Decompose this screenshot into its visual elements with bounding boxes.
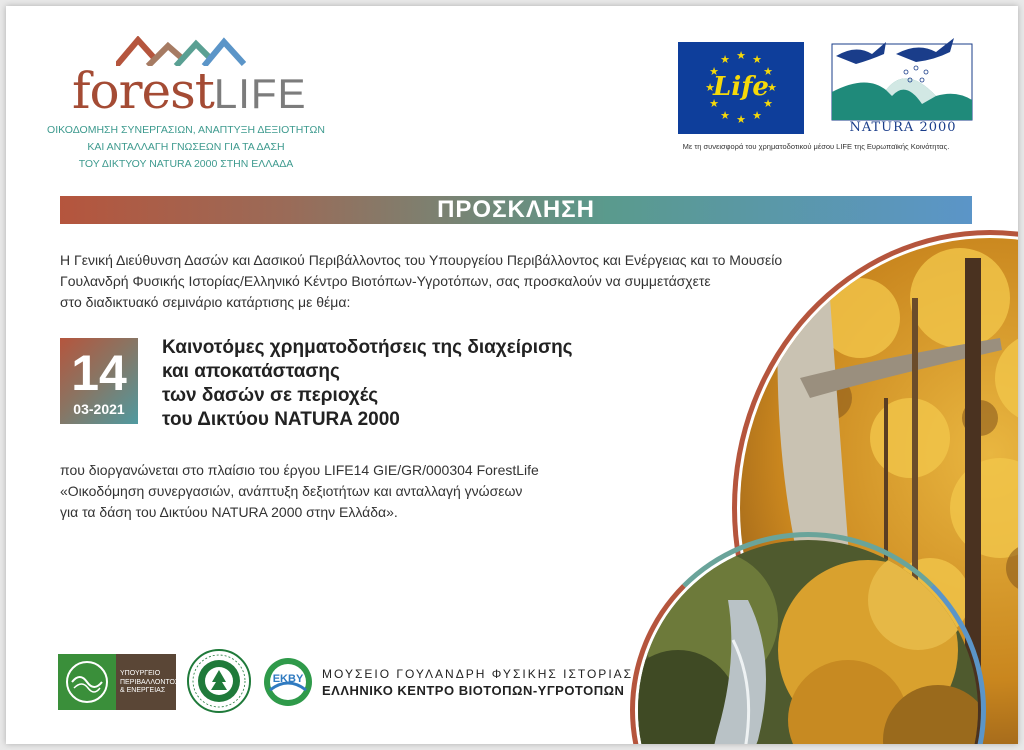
museum-name: ΜΟΥΣΕΙΟ ΓΟΥΛΑΝΔΡΗ ΦΥΣΙΚΗΣ ΙΣΤΟΡΙΑΣ — [322, 667, 634, 681]
invitation-banner — [60, 196, 972, 224]
date-box — [60, 338, 138, 424]
life-contribution-note: Με τη συνεισφορά του χρηματοδοτικού μέσου LIFE της Ευρωπαϊκής Κοινότητας. — [682, 142, 950, 151]
seminar-title — [162, 336, 632, 432]
seminar-title-line: Καινοτόμες χρηματοδοτήσεις της διαχείρισης — [162, 337, 573, 358]
logo-wordmark — [72, 62, 307, 120]
logo-word-life: LIFE — [213, 70, 307, 117]
date-day: 14 — [71, 345, 127, 401]
forest-directorate-seal — [186, 648, 252, 714]
svg-text:★: ★ — [752, 109, 762, 122]
seminar-title-line: και αποκατάστασης — [162, 361, 340, 382]
ministry-emblem-icon — [58, 654, 116, 710]
seminar-title-line: των δασών σε περιοχές — [162, 385, 379, 406]
logo-word-forest: forest — [72, 62, 214, 120]
date-month-year: 03-2021 — [73, 401, 125, 417]
project-line: «Οικοδόμηση συνεργασιών, ανάπτυξη δεξιοτήτων και ανταλλαγή γνώσεων — [60, 483, 523, 499]
ministry-text-line: ΠΕΡΙΒΑΛΛΟΝΤΟΣ — [120, 678, 180, 686]
seminar-title-line: του Δικτύου NATURA 2000 — [162, 409, 400, 430]
intro-line: Η Γενική Διεύθυνση Δασών και Δασικού Περιβάλλοντος του Υπουργείου Περιβάλλοντος και Ενέργειας και το Μουσείο — [60, 252, 783, 268]
svg-text:★: ★ — [763, 65, 773, 78]
logo-subtitle — [46, 122, 326, 173]
project-line: που διοργανώνεται στο πλαίσιο του έργου LIFE14 GIE/GR/000304 ForestLife — [60, 462, 539, 478]
svg-text:★: ★ — [763, 97, 773, 110]
svg-text:★: ★ — [736, 49, 746, 62]
ekby-label: ΕΚΒΥ — [272, 673, 304, 685]
svg-text:★: ★ — [767, 81, 777, 94]
intro-line: Γουλανδρή Φυσικής Ιστορίας/Ελληνικό Κέντρο Βιοτόπων-Υγροτόπων, σας προσκαλούν να συμμετάσχετε — [60, 273, 711, 289]
svg-text:★: ★ — [705, 81, 715, 94]
svg-text:★: ★ — [720, 109, 730, 122]
ministry-text-line: & ΕΝΕΡΓΕΙΑΣ — [120, 687, 166, 694]
logo-subtitle-line: ΤΟΥ ΔΙΚΤΥΟΥ NATURA 2000 ΣΤΗΝ ΕΛΛΑΔΑ — [78, 158, 294, 170]
svg-text:★: ★ — [736, 113, 746, 126]
project-line: για τα δάση του Δικτύου NATURA 2000 στην Ελλάδα». — [60, 504, 398, 520]
intro-line: στο διαδικτυακό σεμινάριο κατάρτισης με θέμα: — [60, 294, 351, 310]
life-script-text: Life — [713, 72, 769, 102]
ministry-text — [120, 670, 180, 696]
svg-text:★: ★ — [709, 97, 719, 110]
banner-title: ΠΡΟΣΚΛΗΣΗ — [437, 196, 595, 223]
invitation-card — [6, 6, 1018, 744]
intro-paragraph — [60, 250, 920, 313]
logo-subtitle-line: ΚΑΙ ΑΝΤΑΛΛΑΓΗ ΓΝΩΣΕΩΝ ΓΙΑ ΤΑ ΔΑΣΗ — [87, 141, 285, 153]
project-paragraph — [60, 460, 620, 523]
ministry-text-line: ΥΠΟΥΡΓΕΙΟ — [120, 670, 161, 677]
ministry-logo — [58, 654, 180, 710]
svg-text:★: ★ — [720, 53, 730, 66]
museum-centre-name: ΕΛΛΗΝΙΚΟ ΚΕΝΤΡΟ ΒΙΟΤΟΠΩΝ-ΥΓΡΟΤΟΠΩΝ — [322, 683, 625, 698]
ministry-green-block — [58, 654, 116, 710]
logo-subtitle-line: ΟΙΚΟΔΟΜΗΣΗ ΣΥΝΕΡΓΑΣΙΩΝ, ΑΝΑΠΤΥΞΗ ΔΕΞΙΟΤΗΤΩΝ — [47, 124, 325, 136]
eu-life-logo — [678, 42, 804, 134]
natura2000-label: NATURA 2000 — [849, 120, 957, 135]
svg-text:★: ★ — [752, 53, 762, 66]
svg-text:★: ★ — [709, 65, 719, 78]
ekby-logo — [262, 656, 314, 708]
